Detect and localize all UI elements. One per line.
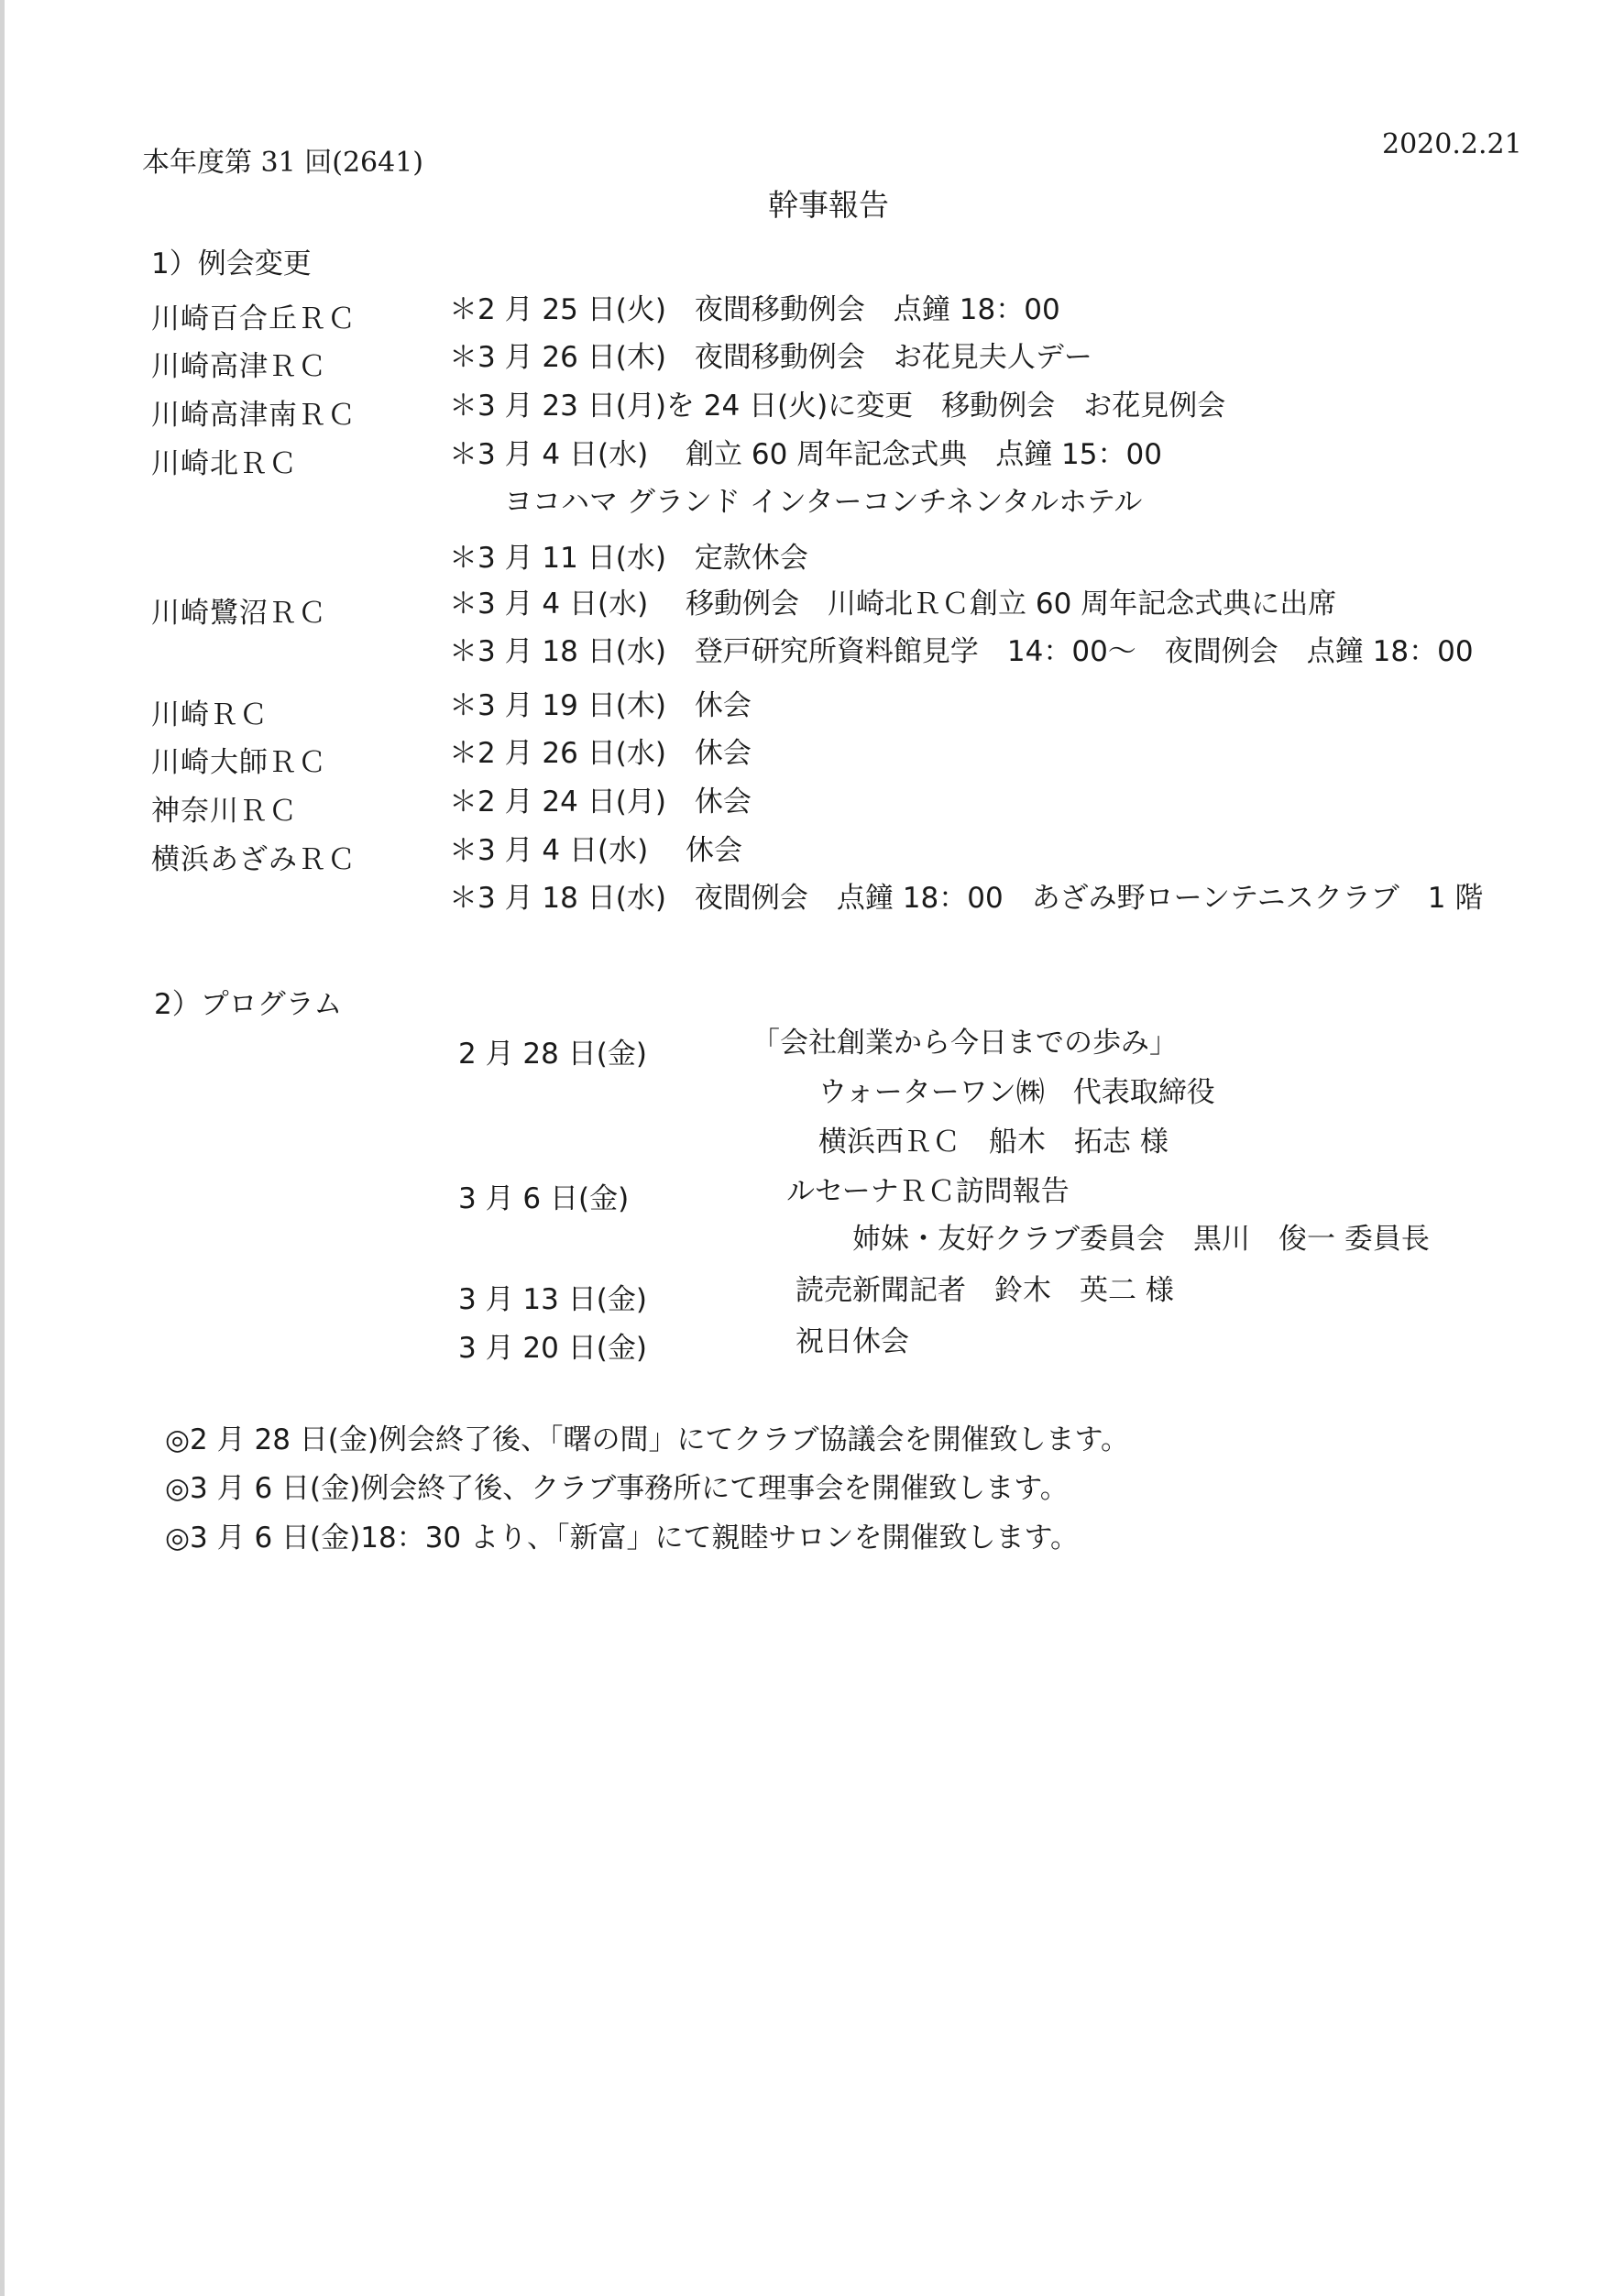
program-date: 2 月 28 日(金) [458,1038,647,1071]
club-name: 川崎ＲＣ [151,698,269,731]
program-line: 祝日休会 [796,1325,909,1358]
page-title: 幹事報告 [768,187,889,223]
program-line: 「会社創業から今日までの歩み」 [752,1027,1178,1060]
meeting-change-line: ＊2 月 26 日(水) 休会 [449,737,752,770]
program-date: 3 月 13 日(金) [458,1283,647,1316]
announcement-note: ◎3 月 6 日(金)例会終了後、クラブ事務所にて理事会を開催致します。 [165,1472,1069,1505]
club-name: 川崎北ＲＣ [151,447,298,480]
meeting-venue-line: ヨコハマ グランド インターコンチネンタルホテル [504,486,1143,519]
meeting-change-line: ＊3 月 4 日(水) 休会 [449,834,743,867]
meeting-change-line: ＊3 月 18 日(水) 夜間例会 点鐘 18：00 あざみ野ローンテニスクラブ 1 階 [449,882,1484,915]
report-date: 2020.2.21 [1382,128,1522,160]
announcement-note: ◎2 月 28 日(金)例会終了後、「曙の間」にてクラブ協議会を開催致します。 [165,1423,1129,1456]
scan-edge [0,0,5,2296]
issue-number: 本年度第 31 回(2641) [142,147,424,179]
club-name: 神奈川ＲＣ [151,795,298,828]
meeting-change-line: ＊3 月 19 日(木) 休会 [449,689,752,722]
meeting-change-line: ＊3 月 18 日(水) 登戸研究所資料館見学 14：00～ 夜間例会 点鐘 18：00 [449,635,1474,668]
program-date: 3 月 20 日(金) [458,1332,647,1365]
announcement-note: ◎3 月 6 日(金)18：30 より、「新富」にて親睦サロンを開催致します。 [165,1522,1080,1554]
program-line: ウォーターワン㈱ 代表取締役 [818,1076,1215,1109]
meeting-change-line: ＊3 月 4 日(水) 移動例会 川崎北ＲＣ創立 60 周年記念式典に出席 [449,588,1337,621]
club-name: 川崎百合丘ＲＣ [151,302,357,335]
program-line: ルセーナＲＣ訪問報告 [786,1175,1070,1208]
program-line: 横浜西ＲＣ 船木 拓志 様 [818,1126,1169,1159]
club-name: 川崎鷺沼ＲＣ [151,597,327,630]
club-name: 横浜あざみＲＣ [151,843,357,876]
meeting-change-line: ＊3 月 11 日(水) 定款休会 [449,542,808,575]
program-line: 姉妹・友好クラブ委員会 黒川 俊一 委員長 [852,1223,1430,1256]
club-name: 川崎高津ＲＣ [151,350,327,383]
club-name: 川崎高津南ＲＣ [151,399,357,432]
program-date: 3 月 6 日(金) [458,1182,630,1215]
program-line: 読売新聞記者 鈴木 英二 様 [796,1274,1174,1307]
meeting-change-line: ＊3 月 26 日(木) 夜間移動例会 お花見夫人デー [449,341,1092,374]
meeting-change-line: ＊2 月 25 日(火) 夜間移動例会 点鐘 18：00 [449,293,1060,326]
club-name: 川崎大師ＲＣ [151,746,327,779]
section-heading-program: 2）プログラム [154,988,343,1021]
section-heading-meeting-changes: 1）例会変更 [151,247,312,280]
meeting-change-line: ＊3 月 23 日(月)を 24 日(火)に変更 移動例会 お花見例会 [449,390,1226,423]
meeting-change-line: ＊3 月 4 日(水) 創立 60 周年記念式典 点鐘 15：00 [449,438,1162,471]
meeting-change-line: ＊2 月 24 日(月) 休会 [449,785,752,818]
